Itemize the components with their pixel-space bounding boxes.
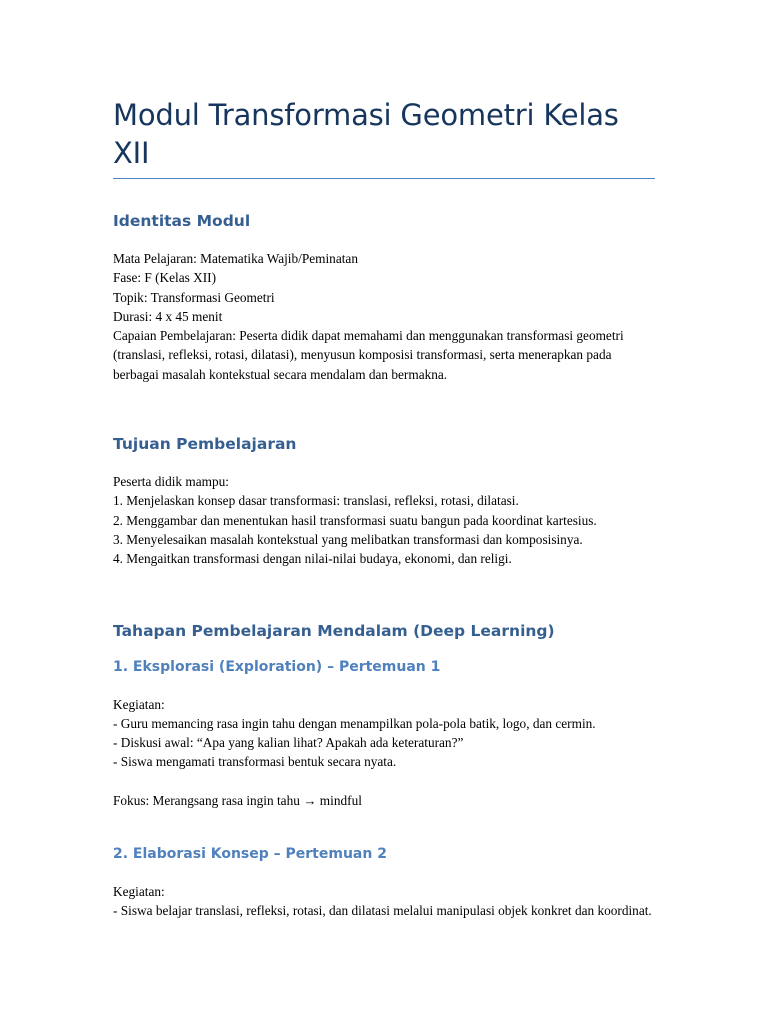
tujuan-item-4: 4. Mengaitkan transformasi dengan nilai-nilai budaya, ekonomi, dan religi.: [113, 551, 512, 567]
tujuan-item-3: 3. Menyelesaikan masalah kontekstual yang melibatkan transformasi dan komposisinya.: [113, 531, 583, 547]
identitas-topik: Topik: Transformasi Geometri: [113, 289, 275, 305]
subheading-eksplorasi: 1. Eksplorasi (Exploration) – Pertemuan 1: [113, 658, 441, 675]
eksplorasi-item-3: - Siswa mengamati transformasi bentuk secara nyata.: [113, 754, 397, 770]
identitas-capaian: Capaian Pembelajaran: Peserta didik dapat memahami dan menggunakan transformasi geometri (translasi, refleksi, rotasi, dilatasi), menyusun komposisi transformasi, serta menerapkan pada berbagai masalah kontekstual secara mendalam dan bermakna.: [113, 328, 624, 382]
eksplorasi-kegiatan-label: Kegiatan:: [113, 696, 165, 712]
tujuan-intro: Peserta didik mampu:: [113, 474, 229, 490]
identitas-durasi: Durasi: 4 x 45 menit: [113, 308, 223, 324]
elaborasi-kegiatan-paragraph: [113, 882, 655, 921]
heading-identitas-modul: Identitas Modul: [113, 212, 251, 230]
tujuan-item-2: 2. Menggambar dan menentukan hasil transformasi suatu bangun pada koordinat kartesius.: [113, 512, 597, 528]
document-title: Modul Transformasi Geometri Kelas XII: [113, 98, 619, 170]
subheading-elaborasi: 2. Elaborasi Konsep – Pertemuan 2: [113, 846, 387, 863]
title-underline: [113, 178, 655, 179]
elaborasi-item-1: - Siswa belajar translasi, refleksi, rotasi, dan dilatasi melalui manipulasi objek konkret dan koordinat.: [113, 903, 652, 919]
elaborasi-kegiatan-label: Kegiatan:: [113, 884, 165, 900]
eksplorasi-fokus: Fokus: Merangsang rasa ingin tahu → mindful: [113, 792, 362, 808]
eksplorasi-item-2: - Diskusi awal: “Apa yang kalian lihat? Apakah ada keteraturan?”: [113, 735, 464, 751]
heading-tahapan-pembelajaran: Tahapan Pembelajaran Mendalam (Deep Learning): [113, 621, 555, 640]
eksplorasi-item-1: - Guru memancing rasa ingin tahu dengan menampilkan pola-pola batik, logo, dan cermin.: [113, 715, 596, 731]
tujuan-item-1: 1. Menjelaskan konsep dasar transformasi: translasi, refleksi, rotasi, dilatasi.: [113, 493, 519, 509]
tujuan-paragraph: [113, 472, 655, 568]
identitas-paragraph: [113, 249, 655, 384]
identitas-mata-pelajaran: Mata Pelajaran: Matematika Wajib/Peminatan: [113, 251, 358, 266]
heading-tujuan-pembelajaran: Tujuan Pembelajaran: [113, 435, 297, 454]
identitas-fase: Fase: F (Kelas XII): [113, 270, 217, 286]
eksplorasi-kegiatan-paragraph: [113, 695, 655, 772]
